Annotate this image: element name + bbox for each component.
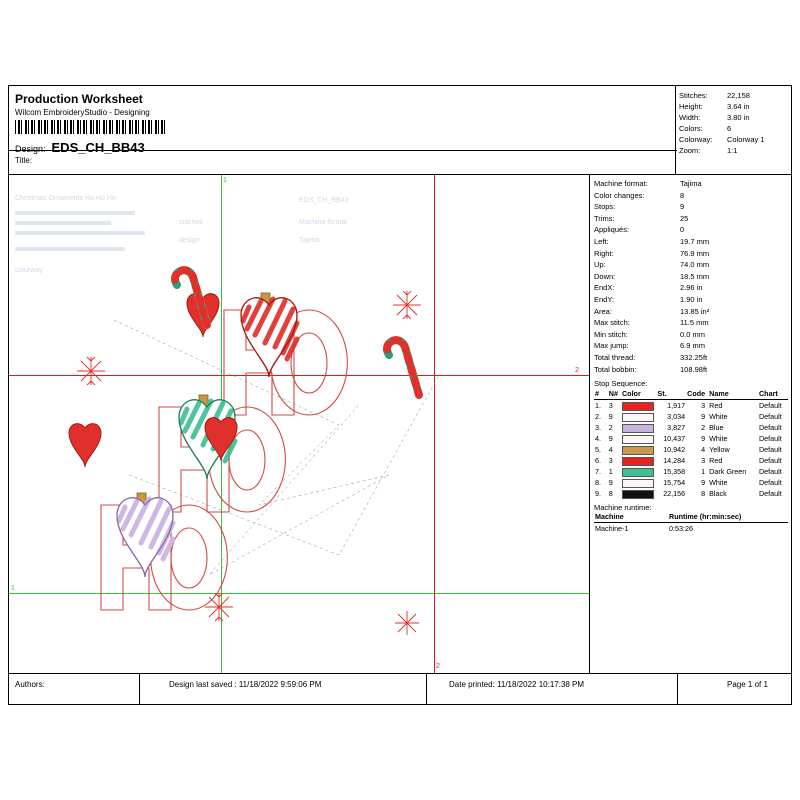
- info-value: 1:1: [727, 146, 738, 155]
- table-row: [594, 422, 788, 433]
- cell-index: 6.: [595, 456, 601, 466]
- design-name-value: EDS_CH_BB43: [51, 140, 145, 155]
- info-row: [679, 134, 788, 145]
- cell-name: Red: [709, 456, 723, 466]
- cell-color: [621, 422, 656, 433]
- info-key: Colorway:: [679, 135, 713, 144]
- detail-value: 8: [680, 190, 685, 200]
- cell-color: [621, 411, 656, 422]
- col-needle: N#: [608, 389, 621, 400]
- detail-value: 76.9 mm: [680, 248, 710, 258]
- footer-page-number: Page 1 of 1: [727, 680, 768, 689]
- cell-stitches: 1,917: [667, 401, 686, 411]
- cell-needle: 8: [608, 489, 613, 499]
- ghost-text: Christmas Ornaments Ho Ho Ho: [15, 195, 116, 202]
- info-value: 3.64 in: [727, 102, 750, 111]
- detail-value: 0: [680, 225, 685, 235]
- cell-stitches: 14,284: [663, 456, 686, 466]
- cell-code: 9: [701, 434, 706, 444]
- cell-needle: 3: [608, 401, 613, 411]
- detail-key: Stops:: [594, 202, 616, 212]
- ghost-text: Tajima: [299, 237, 320, 244]
- cell-index: 7.: [595, 467, 601, 477]
- detail-value: 11.5 mm: [680, 318, 709, 328]
- detail-value: 2.96 in: [680, 283, 703, 293]
- guide-label-red-bottom: 2: [436, 663, 440, 670]
- col-index: #: [594, 389, 608, 400]
- cell-name: Blue: [709, 423, 724, 433]
- detail-row: [594, 364, 788, 376]
- detail-value: 1.90 in: [680, 294, 703, 304]
- cell-code: 1: [701, 467, 706, 477]
- cell-needle: 9: [608, 478, 613, 488]
- detail-key: Left:: [594, 236, 609, 246]
- cell-color: [621, 433, 656, 444]
- info-value: 3.80 in: [727, 113, 750, 122]
- cell-machine: Machine-1: [595, 524, 629, 534]
- detail-row: [594, 329, 788, 341]
- detail-key: Total thread:: [594, 352, 636, 362]
- cell-index: 1.: [595, 401, 601, 411]
- footer-divider-3: [677, 674, 678, 704]
- detail-value: 74.0 mm: [680, 260, 710, 270]
- cell-stitches: 15,358: [663, 467, 686, 477]
- worksheet-footer: [9, 673, 791, 704]
- info-row: [679, 123, 788, 134]
- col-runtime: Runtime (hr:min:sec): [668, 512, 788, 523]
- color-swatch: [622, 457, 654, 466]
- detail-value: 332.25ft: [680, 352, 708, 362]
- footer-authors: Authors:: [15, 680, 45, 689]
- detail-value: 18.5 mm: [680, 271, 710, 281]
- guide-label-red-right: 2: [575, 367, 579, 374]
- detail-row: [594, 294, 788, 306]
- stop-sequence-table: [594, 389, 788, 499]
- cell-name: White: [709, 412, 728, 422]
- col-stitches: St.: [656, 389, 686, 400]
- table-row: [594, 411, 788, 422]
- app-subtitle: Wilcom EmbroideryStudio - Designing: [15, 108, 150, 117]
- ornament-red: [241, 293, 297, 377]
- cell-stitches: 10,942: [663, 445, 686, 455]
- detail-value: 0.0 mm: [680, 329, 706, 339]
- table-row: [594, 400, 788, 412]
- cell-code: 3: [701, 456, 706, 466]
- worksheet-sheet: [8, 85, 792, 705]
- detail-row: [594, 201, 788, 213]
- cell-runtime: 0:53:26: [669, 524, 693, 534]
- ghost-text: stitches: [179, 219, 203, 226]
- detail-row: [594, 213, 788, 225]
- detail-key: Total bobbin:: [594, 364, 637, 374]
- cell-color: [621, 466, 656, 477]
- detail-row: [594, 306, 788, 318]
- cell-chart: Default: [758, 412, 782, 422]
- info-value: 22,158: [727, 91, 750, 100]
- color-swatch: [622, 435, 654, 444]
- col-code: Code: [686, 389, 708, 400]
- cell-stitches: 22,156: [663, 489, 686, 499]
- cell-needle: 3: [608, 456, 613, 466]
- page-title: Production Worksheet: [15, 92, 143, 106]
- cell-name: White: [709, 478, 728, 488]
- cell-chart: Default: [758, 489, 782, 499]
- cell-code: 9: [701, 478, 706, 488]
- info-value: Colorway 1: [727, 135, 765, 144]
- table-row: [594, 523, 788, 535]
- cell-stitches: 10,437: [663, 434, 686, 444]
- col-machine: Machine: [594, 512, 668, 523]
- detail-value: Tajima: [680, 179, 702, 188]
- info-value: 6: [727, 124, 732, 133]
- detail-value: 25: [680, 213, 689, 223]
- color-swatch: [622, 479, 654, 488]
- machine-runtime-table: [594, 512, 788, 534]
- detail-row: [594, 248, 788, 260]
- title-field-label: Title:: [15, 156, 33, 165]
- ornament-lilac: [117, 493, 173, 577]
- table-header-row: [594, 512, 788, 523]
- detail-row: [594, 317, 788, 329]
- detail-value: 6.9 mm: [680, 341, 706, 351]
- cell-chart: Default: [758, 445, 782, 455]
- table-row: [594, 433, 788, 444]
- detail-key: Max jump:: [594, 341, 629, 351]
- cell-color: [621, 477, 656, 488]
- ghost-text: EDS_CH_BB43: [299, 197, 349, 204]
- detail-row: [594, 190, 788, 202]
- info-row: [679, 90, 788, 101]
- detail-row: [594, 224, 788, 236]
- worksheet-header: [9, 86, 791, 174]
- info-row: [679, 101, 788, 112]
- detail-key: Right:: [594, 248, 614, 258]
- cell-name: Black: [709, 489, 727, 499]
- cell-chart: Default: [758, 478, 782, 488]
- guide-label-green-left: 1: [11, 585, 15, 592]
- cell-chart: Default: [758, 467, 782, 477]
- ghost-text: Machine format: [299, 219, 348, 226]
- machine-runtime-heading: Machine runtime:: [594, 503, 652, 513]
- table-header-row: [594, 389, 788, 400]
- design-row: [15, 140, 545, 155]
- cell-chart: Default: [758, 434, 782, 444]
- detail-key: Color changes:: [594, 190, 645, 200]
- footer-divider-1: [139, 674, 140, 704]
- detail-key: EndY:: [594, 294, 615, 304]
- cell-color: [621, 488, 656, 499]
- info-key: Zoom:: [679, 146, 701, 155]
- color-swatch: [622, 490, 654, 499]
- detail-key: Down:: [594, 271, 616, 281]
- cell-index: 9.: [595, 489, 601, 499]
- detail-row: [594, 352, 788, 364]
- embroidery-artwork: [9, 175, 589, 674]
- guide-label-green-top: 1: [223, 177, 227, 184]
- detail-value: 13.85 in²: [680, 306, 710, 316]
- detail-row: [594, 259, 788, 271]
- detail-key: EndX:: [594, 283, 615, 293]
- cell-needle: 9: [608, 412, 613, 422]
- ghost-text: colorway: [15, 267, 43, 274]
- info-row: [679, 112, 788, 123]
- footer-divider-2: [426, 674, 427, 704]
- table-row: [594, 466, 788, 477]
- cell-needle: 9: [608, 434, 613, 444]
- cell-code: 2: [701, 423, 706, 433]
- cell-stitches: 3,034: [667, 412, 686, 422]
- footer-last-saved: Design last saved : 11/18/2022 9:59:06 PM: [169, 680, 322, 689]
- detail-value: 19.7 mm: [680, 236, 710, 246]
- candy-cane: [387, 340, 419, 395]
- detail-value: 9: [680, 202, 685, 212]
- barcode-image: [15, 120, 165, 134]
- cell-index: 8.: [595, 478, 601, 488]
- detail-key: Machine format:: [594, 179, 648, 188]
- info-key: Width:: [679, 113, 701, 122]
- stop-sequence-heading: Stop Sequence:: [594, 379, 648, 389]
- table-row: [594, 444, 788, 455]
- design-preview-canvas[interactable]: [9, 174, 589, 674]
- cell-name: Dark Green: [709, 467, 747, 477]
- cell-chart: Default: [758, 401, 782, 411]
- cell-needle: 4: [608, 445, 613, 455]
- info-key: Height:: [679, 102, 703, 111]
- cell-index: 5.: [595, 445, 601, 455]
- detail-key: Area:: [594, 306, 612, 316]
- info-row: [679, 145, 788, 156]
- design-label: Design:: [15, 144, 46, 154]
- cell-color: [621, 444, 656, 455]
- color-swatch: [622, 402, 654, 411]
- detail-value: 108.98ft: [680, 364, 708, 374]
- col-name: Name: [708, 389, 758, 400]
- info-key: Stitches:: [679, 91, 708, 100]
- detail-row: [594, 340, 788, 352]
- color-swatch: [622, 446, 654, 455]
- color-swatch: [622, 424, 654, 433]
- detail-row: [594, 282, 788, 294]
- table-row: [594, 488, 788, 499]
- footer-date-printed: Date printed: 11/18/2022 10:17:38 PM: [449, 680, 585, 689]
- cell-index: 3.: [595, 423, 601, 433]
- table-row: [594, 455, 788, 466]
- color-swatch: [622, 468, 654, 477]
- info-key: Colors:: [679, 124, 703, 133]
- cell-code: 9: [701, 412, 706, 422]
- detail-row: [594, 271, 788, 283]
- ghost-text: design: [179, 237, 200, 244]
- detail-row: [594, 236, 788, 248]
- cell-index: 2.: [595, 412, 601, 422]
- cell-stitches: 15,754: [663, 478, 686, 488]
- detail-key: Up:: [594, 260, 606, 270]
- header-left-block: [15, 92, 545, 155]
- cell-code: 3: [701, 401, 706, 411]
- header-divider-1: [9, 150, 677, 151]
- detail-key: Appliqués:: [594, 225, 630, 235]
- color-swatch: [622, 413, 654, 422]
- design-details-panel: [589, 174, 792, 674]
- col-color: Color: [621, 389, 656, 400]
- detail-key: Max stitch:: [594, 318, 630, 328]
- cell-code: 4: [701, 445, 706, 455]
- cell-needle: 2: [608, 423, 613, 433]
- header-info-table: [675, 86, 791, 174]
- cell-needle: 1: [608, 467, 613, 477]
- cell-name: Yellow: [709, 445, 730, 455]
- col-chart: Chart: [758, 389, 788, 400]
- cell-stitches: 3,827: [667, 423, 686, 433]
- detail-key: Min stitch:: [594, 329, 628, 339]
- detail-row: [594, 178, 788, 190]
- detail-key: Trims:: [594, 213, 615, 223]
- cell-name: Red: [709, 401, 723, 411]
- cell-color: [621, 455, 656, 466]
- cell-color: [621, 400, 656, 412]
- cell-chart: Default: [758, 423, 782, 433]
- table-row: [594, 477, 788, 488]
- cell-chart: Default: [758, 456, 782, 466]
- cell-code: 8: [701, 489, 706, 499]
- cell-name: White: [709, 434, 728, 444]
- cell-index: 4.: [595, 434, 601, 444]
